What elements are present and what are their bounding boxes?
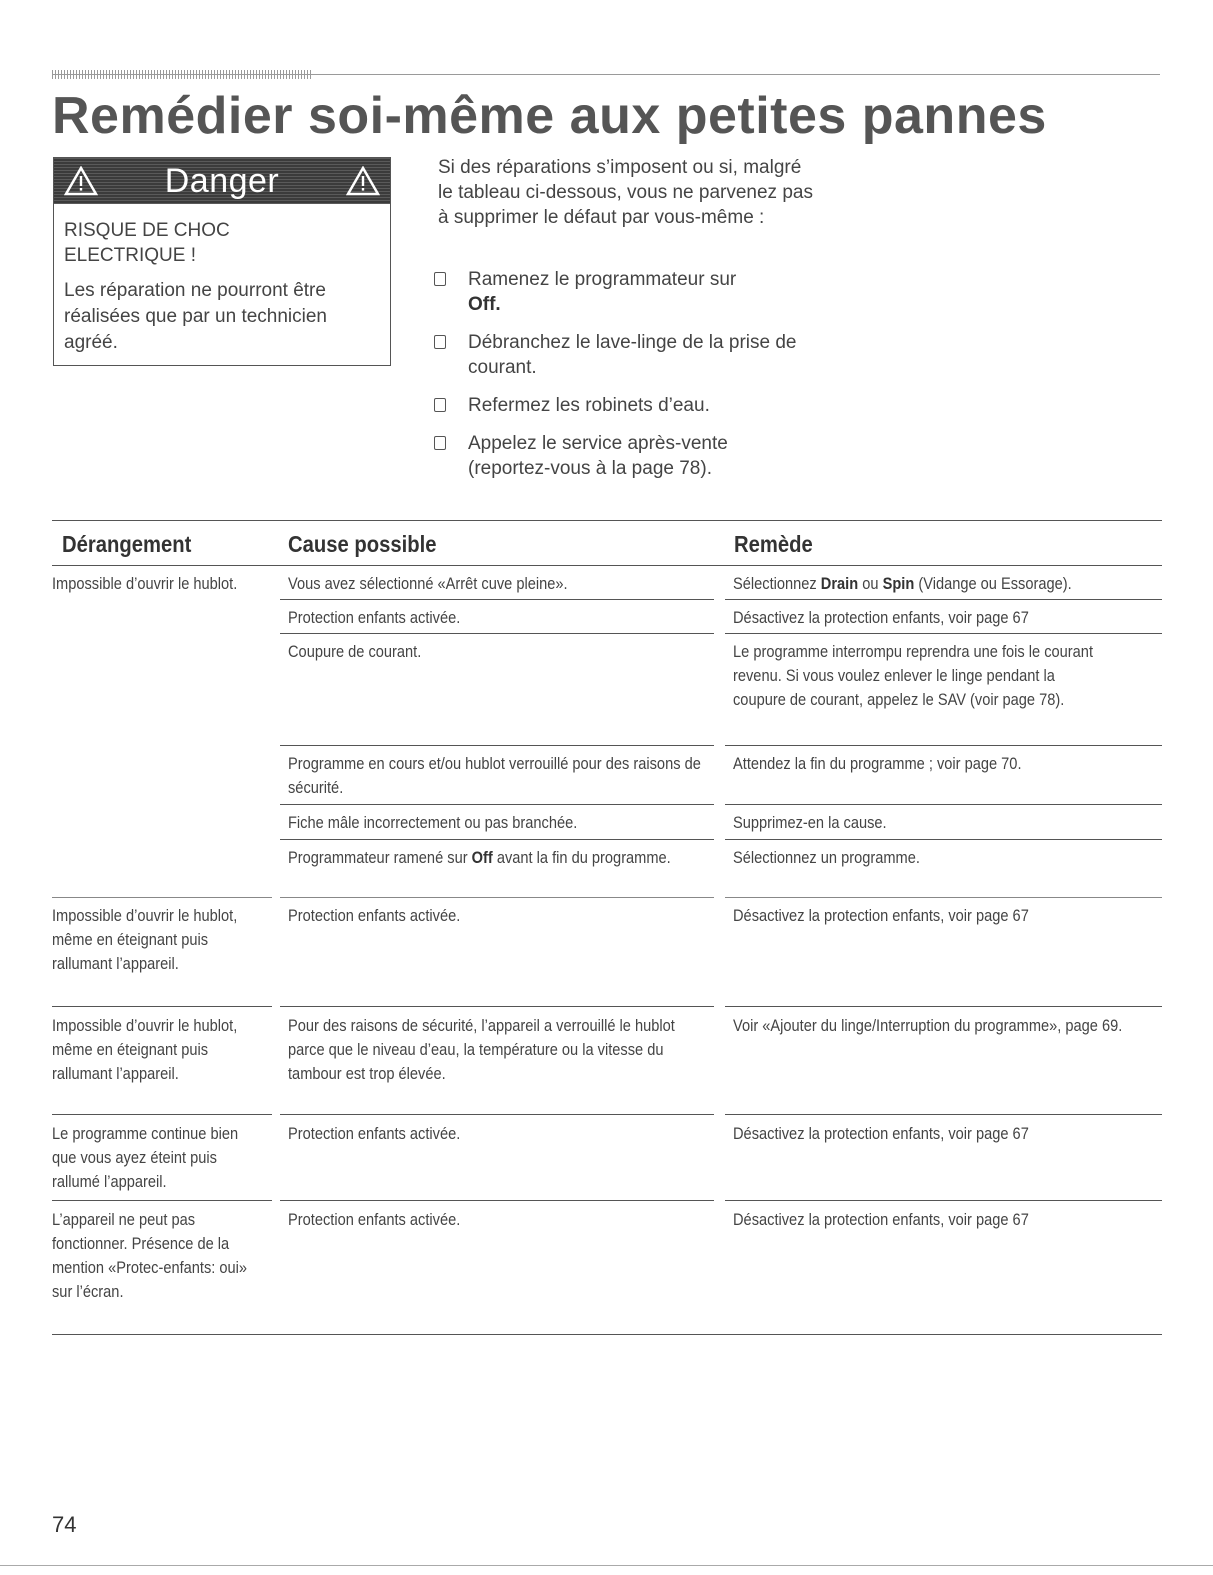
cause-cell: Protection enfants activée. — [288, 1210, 461, 1229]
intro-text: Si des réparations s’imposent ou si, malgré le tableau ci-dessous, vous ne parvenez pas à supprimer le défaut par vous-même : — [438, 157, 813, 228]
fault-cell: Impossible d’ouvrir le hublot, même en éteignant puis rallumant l’appareil. — [52, 906, 238, 973]
remedy-cell: Désactivez la protection enfants, voir page 67 — [733, 906, 1029, 925]
row-divider — [725, 1200, 1162, 1201]
row-divider — [280, 745, 714, 746]
danger-box — [53, 157, 391, 366]
checkbox-icon — [434, 272, 446, 286]
fault-cell: Impossible d’ouvrir le hublot, même en éteignant puis rallumant l’appareil. — [52, 1016, 238, 1083]
row-divider — [52, 1006, 272, 1007]
step-text: Ramenez le programmateur sur Off. — [468, 269, 737, 315]
row-divider — [280, 897, 714, 898]
step-item — [428, 267, 808, 317]
danger-risk: RISQUE DE CHOC ELECTRIQUE ! — [64, 220, 230, 266]
row-divider — [725, 897, 1162, 898]
steps-list — [428, 267, 808, 494]
row-divider — [280, 599, 714, 600]
step-item — [428, 330, 808, 380]
remedy-cell: Le programme interrompu reprendra une fois le courant revenu. Si vous voulez enlever le linge pendant la coupure de courant, appelez le SAV (voir page 78). — [733, 642, 1094, 709]
step-item — [428, 431, 808, 481]
page-number: 74 — [52, 1512, 77, 1537]
step-text: Appelez le service après-vente (reportez-vous à la page 78). — [468, 433, 728, 479]
row-divider — [280, 804, 714, 805]
danger-text: Les réparation ne pourront être réalisées que par un technicien agréé. — [64, 280, 328, 353]
remedy-cell: Voir «Ajouter du linge/Interruption du programme», page 69. — [733, 1016, 1123, 1035]
row-divider — [725, 745, 1162, 746]
remedy-cell: Supprimez-en la cause. — [733, 813, 887, 832]
row-divider — [52, 1114, 272, 1115]
step-text: Refermez les robinets d’eau. — [468, 395, 710, 416]
remedy-cell: Désactivez la protection enfants, voir page 67 — [733, 1124, 1029, 1143]
fault-cell: L’appareil ne peut pas fonctionner. Présence de la mention «Protec-enfants: oui» sur l’écran. — [52, 1210, 248, 1301]
troubleshooting-table — [52, 520, 1162, 1301]
row-divider — [725, 1006, 1162, 1007]
cause-cell: Protection enfants activée. — [288, 906, 461, 925]
remedy-cell: Sélectionnez un programme. — [733, 848, 920, 867]
checkbox-icon — [434, 335, 446, 349]
step-item — [428, 393, 808, 418]
fault-cell: Le programme continue bien que vous ayez éteint puis rallumé l’appareil. — [52, 1124, 239, 1191]
row-divider — [52, 897, 272, 898]
row-divider — [725, 1114, 1162, 1115]
cause-cell: Protection enfants activée. — [288, 1124, 461, 1143]
row-divider — [52, 1200, 272, 1201]
warning-triangle-icon — [64, 166, 98, 196]
cause-cell: Fiche mâle incorrectement ou pas branchée. — [288, 813, 578, 832]
row-divider — [725, 599, 1162, 600]
danger-title: Danger — [164, 161, 280, 200]
footer-rule — [0, 1565, 1213, 1566]
remedy-cell: Désactivez la protection enfants, voir page 67 — [733, 1210, 1029, 1229]
remedy-cell: Attendez la fin du programme ; voir page 70. — [733, 754, 1022, 773]
row-divider — [280, 839, 714, 840]
remedy-cell: Sélectionnez Drain ou Spin (Vidange ou Essorage). — [733, 574, 1072, 593]
row-divider — [725, 804, 1162, 805]
cause-cell: Pour des raisons de sécurité, l’appareil a verrouillé le hublot parce que le niveau d’eau, la température ou la vitesse du tambour est trop élevée. — [288, 1016, 675, 1083]
row-divider — [280, 1200, 714, 1201]
cause-cell: Coupure de courant. — [288, 642, 422, 661]
cause-cell: Vous avez sélectionné «Arrêt cuve pleine». — [288, 574, 568, 593]
remedy-cell: Désactivez la protection enfants, voir page 67 — [733, 608, 1029, 627]
danger-body — [54, 204, 390, 356]
row-divider — [280, 1006, 714, 1007]
row-divider — [725, 633, 1162, 634]
header-fault: Dérangement — [62, 531, 192, 557]
cause-cell: Programme en cours et/ou hublot verrouillé pour des raisons de sécurité. — [288, 754, 701, 797]
step-text: Débranchez le lave-linge de la prise de courant. — [468, 332, 797, 378]
danger-header — [54, 158, 390, 204]
header-remedy: Remède — [734, 531, 813, 557]
row-divider — [280, 1114, 714, 1115]
page-title: Remédier soi-même aux petites pannes — [52, 87, 1047, 145]
header-rule — [52, 74, 1160, 75]
cause-cell: Programmateur ramené sur Off avant la fin du programme. — [288, 848, 671, 867]
table-bottom-rule — [52, 1334, 1162, 1335]
fault-cell: Impossible d’ouvrir le hublot. — [52, 574, 238, 593]
row-divider — [280, 633, 714, 634]
checkbox-icon — [434, 436, 446, 450]
cause-cell: Protection enfants activée. — [288, 608, 461, 627]
warning-triangle-icon — [346, 166, 380, 196]
header-cause: Cause possible — [288, 531, 437, 557]
table-header — [52, 520, 1162, 566]
checkbox-icon — [434, 398, 446, 412]
row-divider — [725, 839, 1162, 840]
